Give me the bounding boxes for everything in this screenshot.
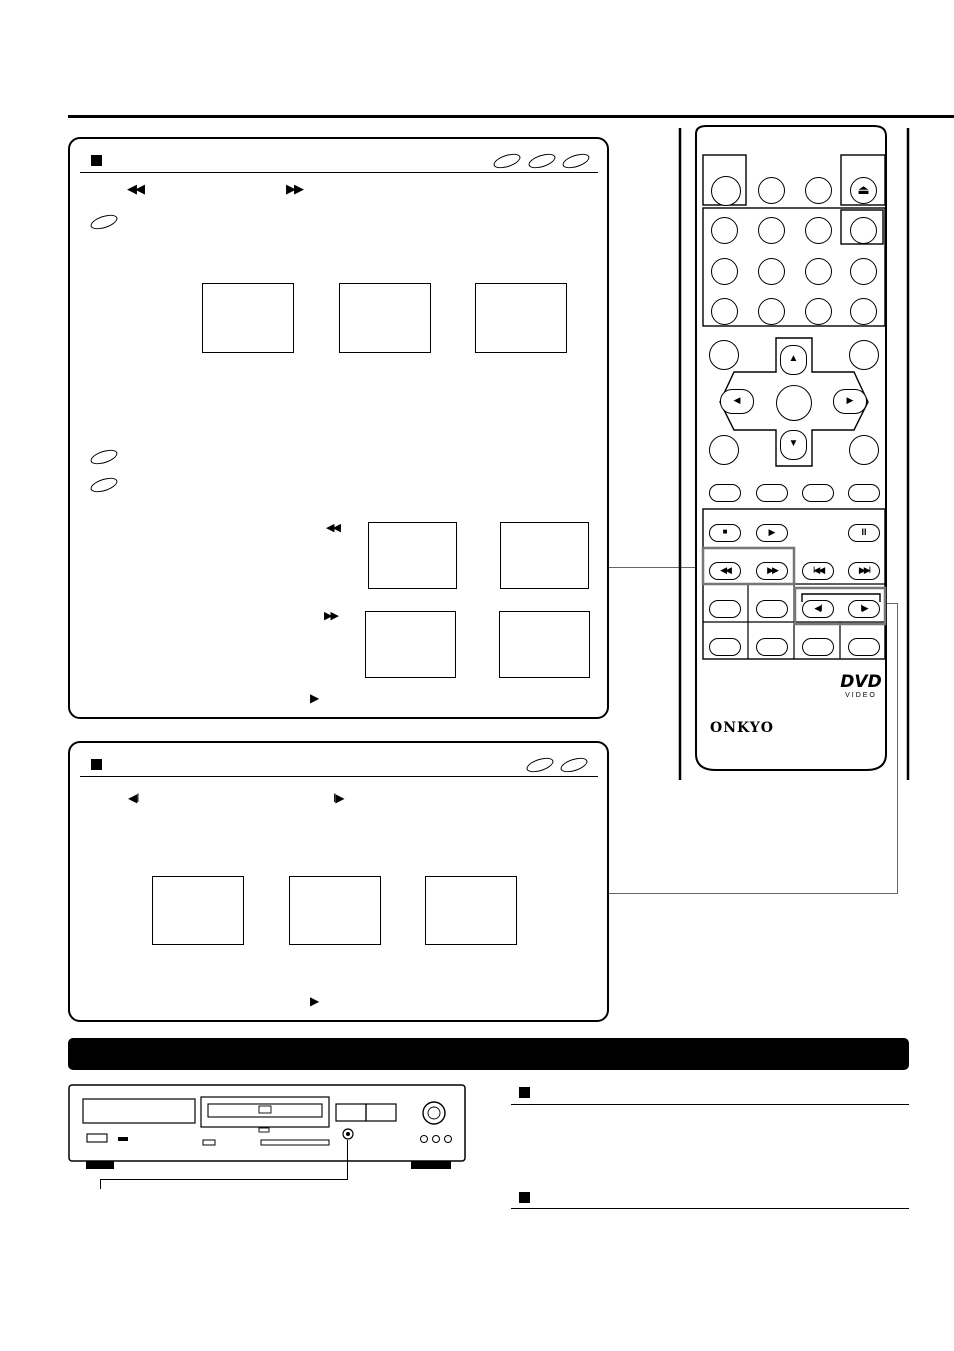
fast-forward-icon: ▶▶ [286,181,302,196]
onkyo-logo: ONKYO [710,720,774,736]
screen-frame [475,283,567,353]
remote-button[interactable] [709,600,741,618]
slow-reverse-icon: ◀I [814,603,822,613]
function-button[interactable] [756,484,788,502]
number-button[interactable] [758,258,785,285]
slow-forward-icon: I▶ [333,791,344,805]
eject-button[interactable] [850,177,877,204]
connector-line [609,893,898,894]
function-button[interactable] [709,484,741,502]
play-button[interactable] [756,524,788,542]
function-button[interactable] [802,484,834,502]
number-button[interactable] [850,298,877,325]
dvd-logo: DVD VIDEO [840,672,882,699]
previous-button[interactable] [802,562,834,580]
number-button[interactable] [850,217,877,244]
remote-button[interactable] [756,600,788,618]
pause-icon: II [861,527,867,537]
nav-left-button[interactable] [720,389,754,414]
up-arrow-icon: ▲ [788,353,799,364]
fast-forward-icon: ▶▶ [324,610,337,622]
stop-icon: ■ [722,527,728,536]
nav-up-button[interactable] [780,345,807,375]
number-button[interactable] [758,298,785,325]
down-arrow-icon: ▼ [788,438,799,449]
rewind-icon: ◀◀ [720,565,730,575]
callout-line [100,1179,101,1189]
section-rule [511,1104,909,1105]
callout-line [100,1179,348,1180]
remote-button[interactable] [758,177,785,204]
number-button[interactable] [805,298,832,325]
screen-frame [339,283,431,353]
screen-frame [425,876,517,945]
top-rule [68,115,954,118]
fast-forward-button[interactable] [756,562,788,580]
play-icon: ▶ [310,994,318,1008]
rewind-button[interactable] [709,562,741,580]
number-button[interactable] [805,217,832,244]
rewind-icon: ◀◀ [326,522,339,534]
power-button[interactable] [711,176,741,206]
number-button[interactable] [711,258,738,285]
remote-button[interactable] [709,638,741,656]
number-button[interactable] [850,258,877,285]
play-icon: ▶ [768,527,776,537]
section-rule [511,1208,909,1209]
number-button[interactable] [711,298,738,325]
return-button[interactable] [849,340,879,370]
enter-button[interactable] [776,385,812,421]
dvd-player-illustration [66,1082,470,1174]
nav-down-button[interactable] [780,430,807,460]
fast-forward-icon: ▶▶ [767,565,777,575]
nav-right-button[interactable] [833,389,867,414]
screen-frame [499,611,590,678]
screen-frame [365,611,456,678]
section-marker [519,1192,530,1203]
play-icon: ▶ [310,691,318,705]
search-section-rule [80,172,598,173]
right-arrow-icon: ▶ [846,395,854,405]
section-marker [519,1087,530,1098]
next-button[interactable] [848,562,880,580]
left-arrow-icon: ◀ [733,395,741,405]
previous-icon: I◀◀ [812,565,824,575]
setup-button[interactable] [709,435,739,465]
remote-button[interactable] [848,638,880,656]
next-icon: ▶▶I [858,565,870,575]
number-button[interactable] [758,217,785,244]
callout-line [347,1140,348,1180]
slow-reverse-button[interactable] [802,600,834,618]
eject-icon: ⏏ [857,182,870,197]
screen-frame [202,283,294,353]
screen-frame [152,876,244,945]
slow-section-rule [80,776,598,777]
screen-frame [368,522,457,589]
stop-button[interactable] [709,524,741,542]
screen-frame [289,876,381,945]
slow-reverse-icon: ◀I [128,791,139,805]
search-section-marker [91,155,102,166]
remote-button[interactable] [756,638,788,656]
slow-forward-button[interactable] [848,600,880,618]
screen-frame [500,522,589,589]
pause-button[interactable] [848,524,880,542]
rewind-icon: ◀◀ [127,181,143,196]
slow-forward-icon: I▶ [860,603,868,613]
slow-section-marker [91,759,102,770]
number-button[interactable] [805,258,832,285]
remote-button[interactable] [802,638,834,656]
number-button[interactable] [711,217,738,244]
function-button[interactable] [848,484,880,502]
remote-button[interactable] [805,177,832,204]
section-banner [68,1038,909,1070]
menu-button[interactable] [709,340,739,370]
display-button[interactable] [849,435,879,465]
